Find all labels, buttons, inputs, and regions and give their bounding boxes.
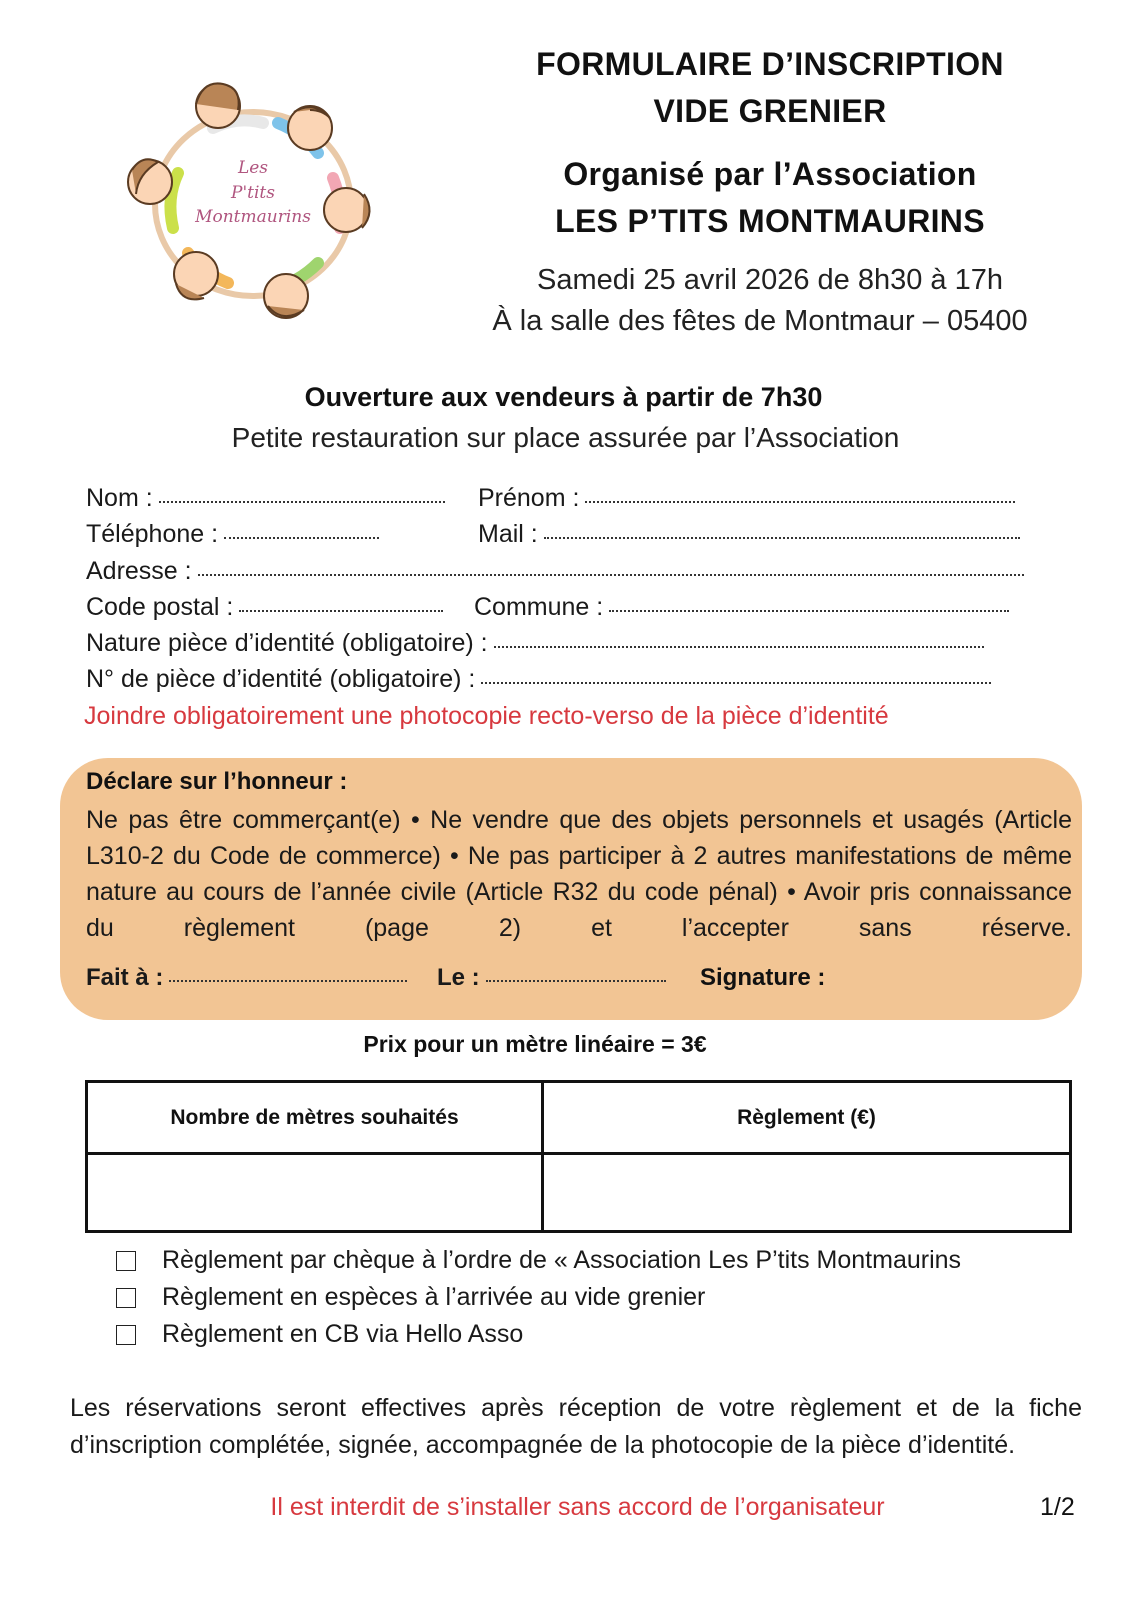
table-header-meters: Nombre de mètres souhaités (88, 1083, 544, 1155)
mail-field-row (478, 520, 1020, 549)
checkbox-icon[interactable] (116, 1251, 136, 1271)
signature-label: Signature : (700, 964, 826, 991)
table-header-payment: Règlement (€) (544, 1083, 1069, 1155)
reservation-note: Les réservations seront effectives après réception de votre règlement et de la fiche d’inscription complétée, signée, accompagnée de la photocopie de la pièce d’identité. (70, 1394, 1082, 1459)
commune-field-row (474, 593, 1009, 622)
payment-option-label: Règlement en espèces à l’arrivée au vide grenier (162, 1283, 706, 1311)
numero-piece-label: N° de pièce d’identité (obligatoire) : (86, 665, 476, 693)
nom-input[interactable] (159, 483, 445, 503)
payment-option-label: Règlement en CB via Hello Asso (162, 1320, 524, 1348)
fait-a-input[interactable] (169, 962, 407, 982)
code-postal-input[interactable] (239, 592, 443, 612)
price-table (85, 1080, 1072, 1233)
mail-label: Mail : (478, 520, 538, 548)
le-label: Le : (437, 964, 480, 991)
date-input[interactable] (486, 962, 666, 982)
price-per-meter: Prix pour un mètre linéaire = 3€ (363, 1031, 707, 1057)
opening-time: Ouverture aux vendeurs à partir de 7h30 (304, 382, 823, 412)
payment-option-cheque[interactable] (116, 1246, 961, 1275)
declaration-body: Ne pas être commerçant(e) • Ne vendre que des objets personnels et usagés (Article L310-2 du Code de commerce) • Ne pas participer à 2 autres manifestations de même nature au cours de l’année civile (Article R32 du code pénal) • Avoir pris connaissance du règlement (page 2) et l’accepter sans réserve. (86, 806, 1072, 942)
id-copy-notice: Joindre obligatoirement une photocopie recto-verso de la pièce d’identité (84, 702, 889, 730)
payment-option-card[interactable] (116, 1320, 523, 1349)
event-location: À la salle des fêtes de Montmaur – 05400 (492, 305, 1028, 337)
adresse-input[interactable] (198, 556, 1024, 576)
organizer-line-2: LES P’TITS MONTMAURINS (555, 203, 985, 239)
logo-text (118, 156, 388, 230)
form-title-line-2: VIDE GRENIER (653, 93, 887, 129)
checkbox-icon[interactable] (116, 1288, 136, 1308)
commune-label: Commune : (474, 593, 604, 621)
prenom-field-row (478, 484, 1015, 513)
form-title-line-1: FORMULAIRE D’INSCRIPTION (536, 46, 1004, 82)
nature-piece-label: Nature pièce d’identité (obligatoire) : (86, 629, 488, 657)
telephone-field-row (86, 520, 379, 549)
meters-input-cell[interactable] (88, 1155, 544, 1230)
commune-input[interactable] (609, 592, 1009, 612)
numero-piece-field-row (86, 665, 991, 694)
payment-option-cash[interactable] (116, 1283, 705, 1312)
payment-input-cell[interactable] (544, 1155, 1069, 1230)
organizer-line-1: Organisé par l’Association (563, 156, 977, 192)
logo-text-line-2: P'tits (231, 182, 275, 203)
adresse-label: Adresse : (86, 557, 192, 585)
installation-warning: Il est interdit de s’installer sans accord de l’organisateur (270, 1493, 885, 1521)
code-postal-label: Code postal : (86, 593, 234, 621)
fait-a-field-row (86, 964, 407, 992)
logo-text-line-3: Montmaurins (195, 207, 311, 228)
checkbox-icon[interactable] (116, 1325, 136, 1345)
telephone-input[interactable] (224, 519, 379, 539)
nature-piece-field-row (86, 629, 984, 658)
page-number: 1/2 (1040, 1493, 1075, 1521)
declaration-heading: Déclare sur l’honneur : (86, 768, 348, 795)
nom-field-row (86, 484, 445, 513)
telephone-label: Téléphone : (86, 520, 219, 548)
association-logo (118, 78, 388, 328)
payment-option-label: Règlement par chèque à l’ordre de « Association Les P’tits Montmaurins (162, 1246, 962, 1274)
food-notice: Petite restauration sur place assurée par l’Association (231, 422, 900, 453)
date-field-row (437, 964, 666, 992)
code-postal-field-row (86, 593, 443, 622)
event-date: Samedi 25 avril 2026 de 8h30 à 17h (537, 264, 1003, 296)
logo-text-line-1: Les (237, 158, 269, 178)
nom-label: Nom : (86, 484, 153, 512)
mail-input[interactable] (544, 519, 1020, 539)
prenom-label: Prénom : (478, 484, 580, 512)
fait-a-label: Fait à : (86, 964, 164, 991)
numero-piece-input[interactable] (481, 664, 991, 684)
prenom-input[interactable] (585, 483, 1015, 503)
adresse-field-row (86, 557, 1024, 586)
nature-piece-input[interactable] (494, 628, 984, 648)
